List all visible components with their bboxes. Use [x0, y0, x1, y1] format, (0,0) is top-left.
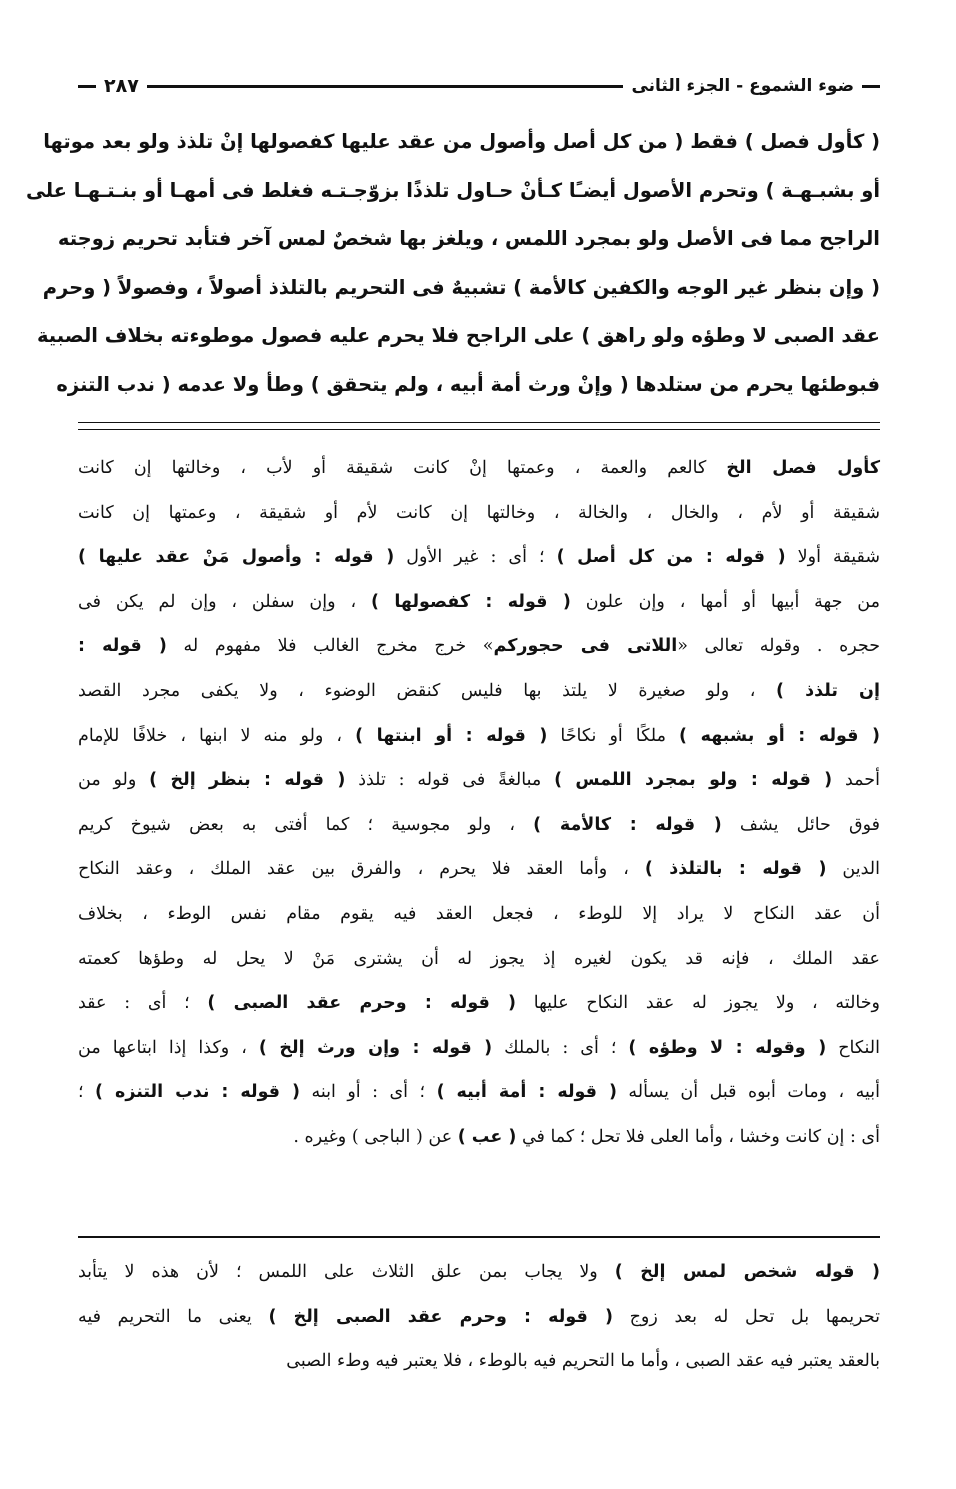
- text-run: كالعم والعمة ، وعمتها إنْ كانت شقيقة أو لأب ، وخالتها إن كانت: [78, 458, 727, 478]
- text-run: وخالته ، ولا يجوز له عقد النكاح عليها: [516, 993, 881, 1014]
- commentary-line: [78, 758, 880, 803]
- footnote-line: [78, 1295, 880, 1340]
- running-header: [78, 68, 880, 104]
- commentary-line: [78, 981, 880, 1026]
- text-run: أى : إن كانت وخشا ، وأما العلى فلا تحل ؛ كما في: [516, 1126, 880, 1147]
- text-run: ، ولو منه لا ابنها ، خلافًا للإمام: [78, 725, 356, 746]
- text-run: ؛ أى : بالملك: [492, 1037, 629, 1058]
- quoted-phrase: اللاتى فى حجوركم: [493, 636, 678, 657]
- commentary-line: [78, 1115, 880, 1160]
- text-run: بالعقد يعتبر فيه عقد الصبى ، وأما ما التحريم فيه بالوطء ، فلا يعتبر فيه وطء الصبى: [286, 1351, 880, 1372]
- commentary-line: [78, 847, 880, 892]
- header-rule: [147, 85, 624, 88]
- commentary-line: [78, 937, 880, 982]
- main-text-line: الراجح مما فى الأصل ولو بمجرد اللمس ، ويلغز بها شخصٌ لمس آخر فتأبد تحريم زوجته: [57, 227, 880, 250]
- double-rule-divider: [78, 422, 880, 430]
- text-run: أن عقد النكاح لا يراد إلا للوطء ، فجعل العقد فيه يقوم مقام نفس الوطء ، بخلاف: [78, 903, 880, 924]
- text-run: ملكًا أو نكاحًا: [547, 725, 680, 746]
- text-run: » خرج مخرج الغالب فلا مفهوم له: [166, 636, 494, 657]
- quoted-phrase: ( قوله : بالتلذذ ): [644, 859, 827, 880]
- main-text-line: فبوطئها يحرم من ستلدها ( وإنْ ورث أمة أبيه ، ولم يتحقق ) وطأ ولا عدمه ( ندب التنزه: [56, 372, 880, 396]
- quoted-phrase: ( قوله : وأصول مَنْ عقد عليها ): [78, 547, 395, 568]
- quoted-phrase: ( قوله :: [78, 636, 167, 657]
- text-run: أبيه ، ومات أبوه قبل أن يسأله: [616, 1082, 881, 1103]
- commentary-line: [78, 624, 880, 669]
- text-run: ؛ أى : أو ابنه: [300, 1082, 437, 1103]
- commentary-line: [78, 446, 880, 491]
- text-run: ولو من: [78, 770, 150, 791]
- main-text: [25, 118, 880, 418]
- text-run: مبالغةً فى قوله : تلذذ: [345, 770, 555, 791]
- main-text-line: ( وإن بنظر غير الوجه والكفين كالأمة ) تشبيهٌ فى التحريم بالتلذذ أصولاً ، وفصولاً ( وحرم: [42, 275, 880, 299]
- text-run: ؛ أى : عقد: [78, 993, 208, 1014]
- quoted-phrase: ( قوله : بنظر إلخ ): [149, 770, 346, 791]
- commentary-line: [78, 803, 880, 848]
- text-run: ؛ أى : غير الأول: [394, 547, 557, 568]
- footnotes-block: [78, 1250, 880, 1384]
- page-number: ٢٨٧: [104, 75, 139, 97]
- text-run: عن ( الباجى ) وغيره .: [293, 1126, 458, 1147]
- text-run: النكاح: [826, 1037, 880, 1058]
- text-run: شقيقة أولا: [785, 547, 881, 568]
- quoted-phrase: ( قوله : من كل أصل ): [556, 547, 786, 568]
- quoted-phrase: ( قوله شخص لمس إلخ ): [614, 1262, 880, 1282]
- quoted-phrase: ( قوله : وحرم عقد الصبى إلخ ): [268, 1306, 613, 1327]
- footnote-line: [78, 1339, 880, 1384]
- quoted-phrase: ( قوله : ندب التنزه ): [95, 1082, 300, 1103]
- quoted-phrase: ( قوله : ولو بمجرد اللمس ): [554, 770, 833, 791]
- header-dash: [78, 85, 96, 88]
- quoted-phrase: ( قوله : وحرم عقد الصبى ): [207, 993, 517, 1014]
- commentary-block: [78, 446, 880, 1160]
- quoted-phrase: ( قوله : أمة أبيه ): [436, 1082, 617, 1103]
- header-title: ضوء الشموع - الجزء الثانى: [631, 76, 854, 96]
- text-run: أحمد: [832, 770, 880, 791]
- quoted-phrase: كأول فصل الخ: [726, 458, 881, 478]
- text-run: حجره . وقوله تعالى «: [677, 636, 881, 657]
- commentary-line: [78, 714, 880, 759]
- quoted-phrase: ( قوله : أو بشبهه ): [679, 725, 881, 746]
- commentary-line: [78, 491, 880, 536]
- commentary-line: [78, 1070, 880, 1115]
- commentary-line: [78, 669, 880, 714]
- quoted-phrase: ( قوله : وإن ورث إلخ ): [258, 1037, 493, 1058]
- text-run: ، وأما العقد فلا يحرم ، والفرق بين عقد الملك ، وعقد النكاح: [78, 859, 645, 880]
- main-text-line: عقد الصبى لا وطؤه ولو راهق ) على الراجح فلا يحرم عليه فصول موطوءته بخلاف الصبية: [36, 324, 880, 347]
- text-run: شقيقة أو لأم ، والخال ، والخالة ، وخالتها إن كانت لأم أو شقيقة ، وعمتها إن كانت: [78, 502, 880, 523]
- book-page: [25, 60, 881, 1460]
- commentary-line: [78, 580, 880, 625]
- text-run: عقد الملك ، فإنه قد يكون لغيره إذ يجوز له أن يشترى مَنْ لا يحل له وطؤها كعمته: [78, 948, 880, 969]
- text-run: ، ولو صغيرة لا يلتذ بها فليس كنقض الوضوء ، ولا يكفى مجرد القصد: [78, 680, 777, 701]
- text-run: فوق حائل يشف: [721, 814, 880, 835]
- main-text-line: أو بشبـهـة ) وتحرم الأصول أيضـًا كـأنْ حـاول تلذذًا بزوّجـتـه فغلط فى أمهـا أو بنـتـهـا على: [25, 178, 880, 202]
- commentary-line: [78, 892, 880, 937]
- text-run: ولا يجاب بمن علق الثلاث على اللمس ؛ لأن هذه لا يتأبد: [78, 1262, 615, 1282]
- text-run: ؛: [78, 1082, 96, 1103]
- text-run: ، وإن سفلن ، وإن لم يكن فى: [78, 591, 371, 612]
- quoted-phrase: ( وقوله : لا وطؤه ): [628, 1037, 827, 1058]
- quoted-phrase: ( قوله : أو ابنتها ): [355, 725, 548, 746]
- main-text-line: ( كأول فصل ) فقط ( من كل أصل وأصول من عقد عليها كفصولها إنْ تلذذ ولو بعد موتها: [43, 130, 880, 153]
- footnote-divider: [78, 1236, 880, 1238]
- commentary-line: [78, 535, 880, 580]
- commentary-line: [78, 1026, 880, 1071]
- text-run: الدين: [826, 859, 880, 880]
- header-dash: [862, 85, 880, 88]
- text-run: ، ولو مجوسية ؛ كما أفتى به بعض شيوخ كريم: [78, 814, 534, 835]
- quoted-phrase: ( قوله : كالأمة ): [533, 814, 722, 835]
- text-run: يعنى ما التحريم فيه: [78, 1306, 269, 1327]
- text-run: من جهة أبيها أو أمها ، وإن علون: [570, 591, 880, 612]
- quoted-phrase: إن تلذذ ): [776, 680, 880, 701]
- quoted-phrase: ( قوله : كفصولها ): [370, 591, 571, 612]
- quoted-phrase: ( عب ): [457, 1126, 517, 1147]
- footnote-line: [78, 1250, 880, 1295]
- text-run: ، وكذا إذا ابتاعها من: [78, 1037, 259, 1058]
- text-run: تحريمها بل تحل له بعد زوج: [612, 1306, 880, 1327]
